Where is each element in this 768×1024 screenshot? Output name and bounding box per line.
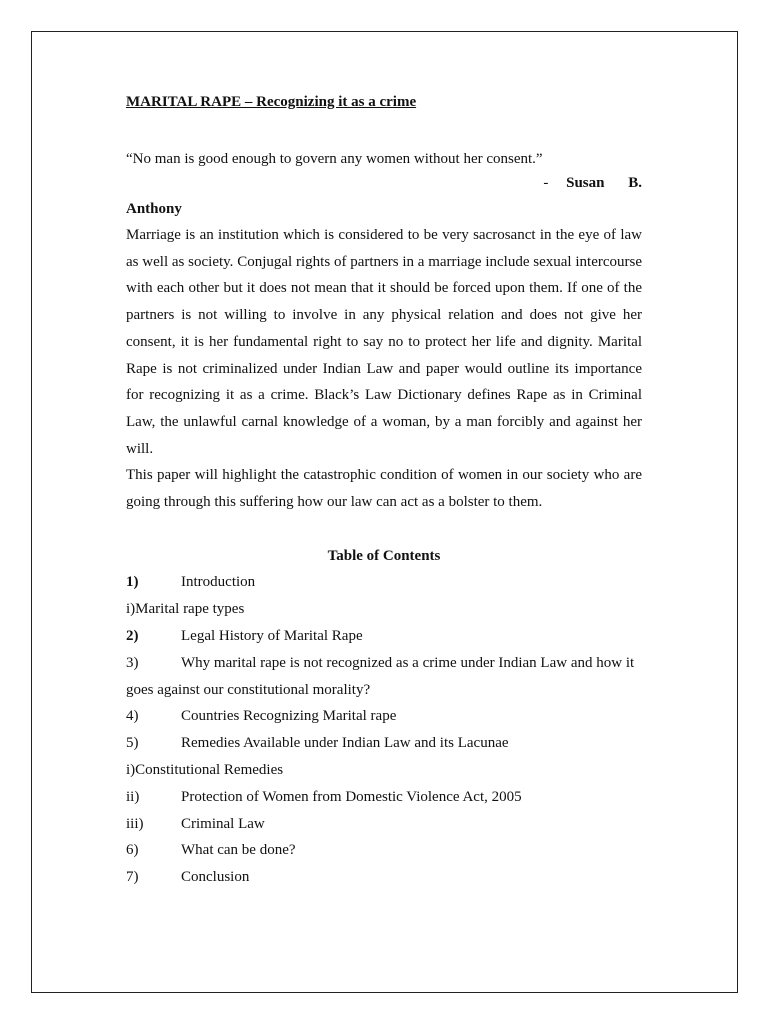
- attribution-surname: Anthony: [126, 201, 182, 217]
- toc-item-number: 3): [126, 654, 139, 671]
- toc-item: [126, 569, 642, 596]
- quote-attribution: [126, 170, 642, 196]
- toc-item-text: i)Marital rape types: [126, 601, 245, 618]
- toc-item-number: 7): [126, 869, 139, 886]
- toc-item: [126, 784, 642, 811]
- document-title: MARITAL RAPE – Recognizing it as a crime: [126, 94, 417, 110]
- toc-item-text: What can be done?: [181, 842, 296, 859]
- toc-item: [126, 596, 642, 623]
- toc-item-number: 4): [126, 708, 139, 725]
- toc-item: [126, 730, 642, 757]
- toc-item: [126, 811, 642, 838]
- toc-item-text: Conclusion: [181, 869, 250, 886]
- toc-item: [126, 703, 642, 730]
- attribution-initial: B.: [628, 175, 642, 191]
- toc-item-text: Legal History of Marital Rape: [181, 628, 363, 645]
- attribution-dash: -: [543, 175, 549, 191]
- toc-heading: Table of Contents: [327, 547, 441, 564]
- toc-item-text: i)Constitutional Remedies: [126, 762, 284, 779]
- toc-item-text: Why marital rape is not recognized as a crime under Indian Law and how it goes against our constitutional morality?: [126, 654, 635, 698]
- toc-item: [126, 650, 642, 704]
- toc-item: [126, 623, 642, 650]
- toc-item-text: Criminal Law: [181, 815, 265, 832]
- toc-item-number: 6): [126, 842, 139, 859]
- toc-item: [126, 864, 642, 891]
- toc-item-text: Remedies Available under Indian Law and its Lacunae: [181, 735, 509, 752]
- document-content: [126, 92, 642, 891]
- attribution-first-name: Susan: [566, 175, 605, 191]
- toc-item-text: Introduction: [181, 574, 256, 591]
- toc-item-text: Protection of Women from Domestic Violence Act, 2005: [181, 788, 522, 805]
- toc-item: [126, 837, 642, 864]
- toc-item-number: iii): [126, 815, 144, 832]
- toc-item-text: Countries Recognizing Marital rape: [181, 708, 397, 725]
- toc-item-number: 5): [126, 735, 139, 752]
- toc-item-number: ii): [126, 788, 140, 805]
- epigraph-quote: “No man is good enough to govern any women without her consent.”: [126, 151, 543, 167]
- body-paragraph-1: Marriage is an institution which is considered to be very sacrosanct in the eye of law as well as society. Conjugal rights of partners in a marriage include sexual intercourse with each other but it does not mean that it should be forced upon them. If one of the partners is not willing to involve in any physical relation and does not give her consent, it is her fundamental right to say no to protect her life and dignity. Marital Rape is not criminalized under Indian Law and paper would outline its importance for recognizing it as a crime. Black’s Law Dictionary defines Rape as in Criminal Law, the unlawful carnal knowledge of a woman, by a man forcibly and against her will.: [126, 227, 642, 457]
- toc-item: [126, 757, 642, 784]
- toc-item-number: 2): [126, 628, 139, 645]
- toc-item-number: 1): [126, 574, 139, 591]
- body-paragraph-2: This paper will highlight the catastrophic condition of women in our society who are going through this suffering how our law can act as a bolster to them.: [126, 467, 642, 511]
